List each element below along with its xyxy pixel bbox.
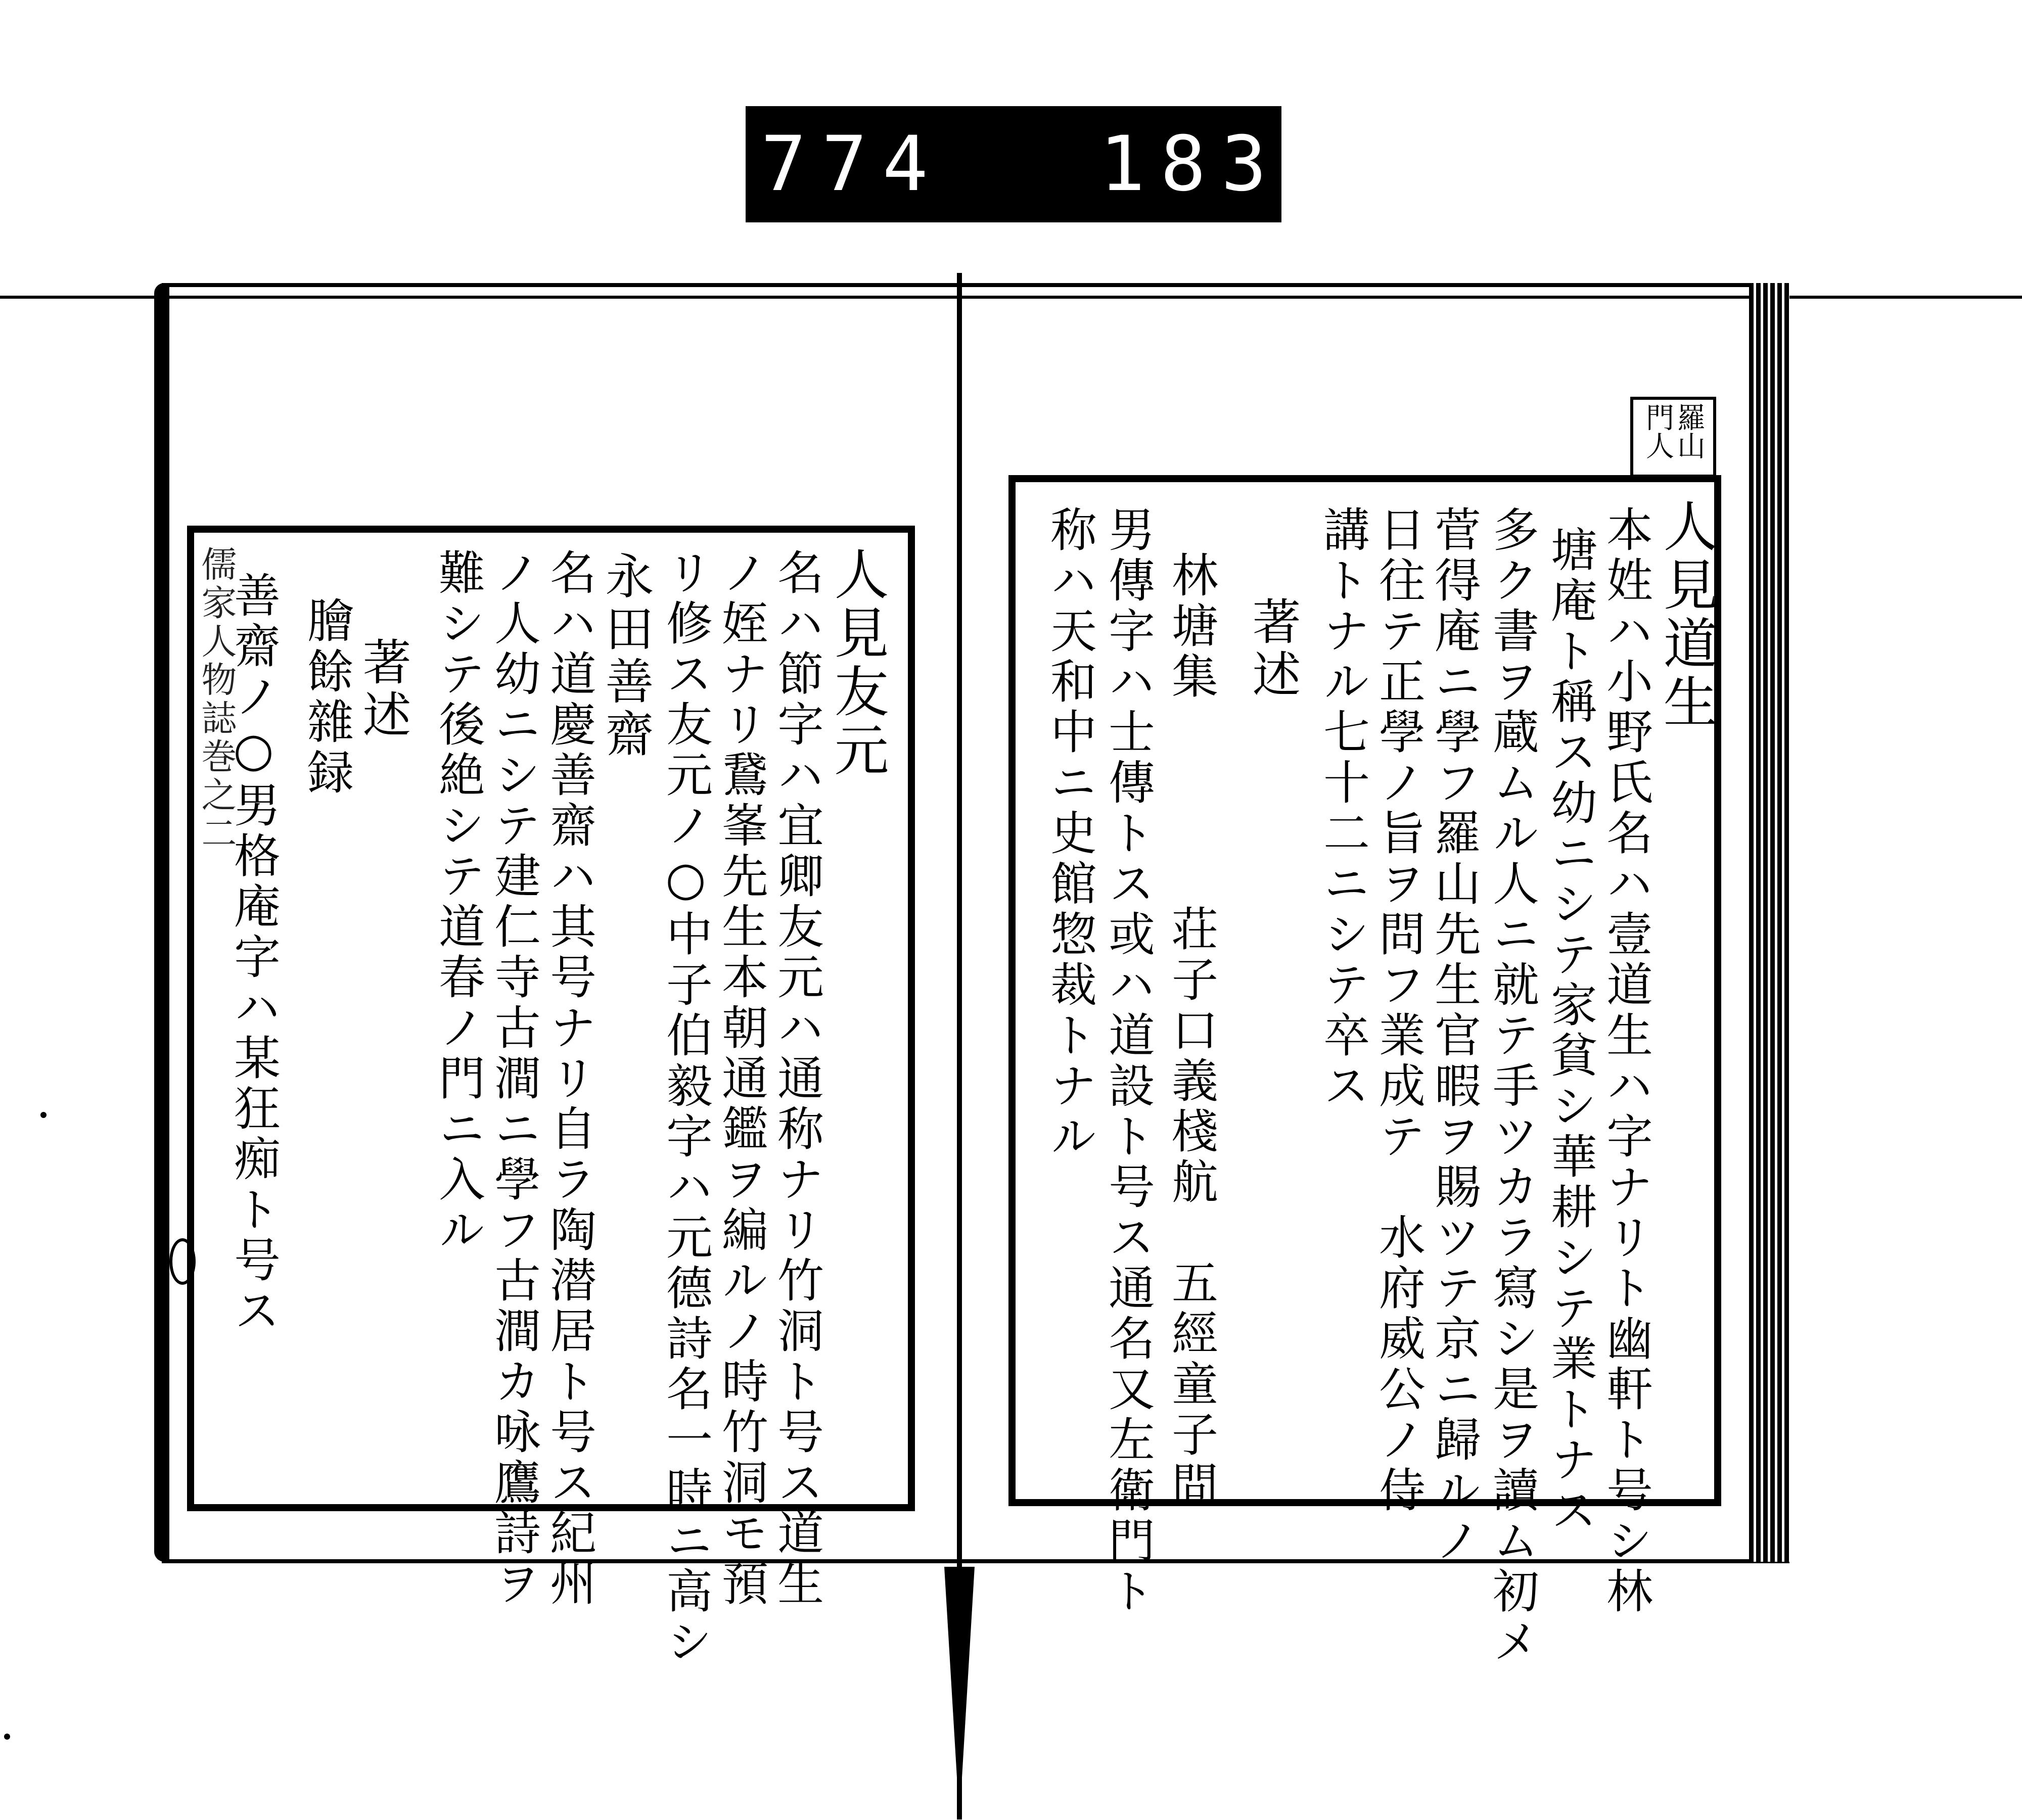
- text-column: リ修ス友元ノ○中子伯毅字ハ元德詩名一時ニ高シ: [659, 548, 713, 1668]
- left-page-edge: [154, 283, 169, 1562]
- margin-header: 儒家人物誌巻之二: [196, 546, 237, 853]
- entry-heading: 永田善齋: [598, 551, 654, 761]
- text-column: 菅得庵ニ學フ羅山先生官暇ヲ賜ツテ京ニ歸ルノ: [1427, 505, 1481, 1567]
- text-column: 講トナル七十二ニシテ卒ス: [1316, 505, 1370, 1112]
- page-divider-line: [0, 296, 2022, 299]
- text-column: ノ姪ナリ鵞峯先生本朝通鑑ヲ編ルノ時竹洞モ預: [714, 548, 768, 1610]
- archive-label-left: 774: [761, 120, 943, 208]
- text-column: 称ハ天和中ニ史館惣裁トナル: [1043, 505, 1097, 1162]
- text-column: 塘庵ト稱ス幼ニシテ家貧シ華耕シテ業トナス: [1543, 526, 1597, 1536]
- right-page-edge: [1749, 283, 1789, 1562]
- archive-label-right: 183.: [1099, 120, 1343, 208]
- text-column: 善齋ノ○男格庵字ハ某狂痴ト号ス: [226, 571, 281, 1337]
- entry-heading: 人見道生: [1654, 498, 1717, 732]
- subheading-works: 著述: [355, 637, 411, 742]
- text-column: 本姓ハ小野氏名ハ壹道生ハ字ナリト幽軒ト号シ林: [1599, 505, 1653, 1617]
- spine-shadow: [944, 1567, 975, 1819]
- scan-speck: [4, 1734, 10, 1740]
- text-column: 名ハ節字ハ宜卿友元ハ通称ナリ竹洞ト号ス道生: [770, 548, 824, 1610]
- works-list: 林塘集 荘子口義棧航 五經童子問: [1164, 551, 1218, 1511]
- scan-speck: [40, 1112, 47, 1118]
- text-column: 日往テ正學ノ旨ヲ問フ業成テ 水府威公ノ侍: [1371, 505, 1426, 1516]
- text-column: ノ人幼ニシテ建仁寺古澗ニ學フ古澗カ咏鷹詩ヲ: [487, 548, 541, 1610]
- page-top-edge: [162, 283, 1789, 287]
- works-list: 膾餘雜録: [300, 596, 354, 799]
- entry-heading: 人見友元: [825, 546, 888, 780]
- archive-label: [746, 106, 1343, 222]
- text-column: 難シテ後絶シテ道春ノ門ニ入ル: [431, 548, 485, 1256]
- text-column: 男傳字ハ士傳トス或ハ道設ト号ス通名又左衛門ト: [1101, 505, 1155, 1617]
- subheading-works: 著述: [1245, 596, 1301, 702]
- section-tag-line: 羅山: [1673, 403, 1706, 459]
- section-tag-line: 門人: [1641, 403, 1674, 459]
- text-column: 多ク書ヲ蔵ムル人ニ就テ手ツカラ寫シ是ヲ讀ム初メ: [1485, 505, 1539, 1668]
- page-bottom-edge: [162, 1559, 1789, 1563]
- section-tag: [1630, 397, 1716, 478]
- text-column: 名ハ道慶善齋ハ其号ナリ自ラ陶潜居ト号ス紀州: [542, 548, 596, 1610]
